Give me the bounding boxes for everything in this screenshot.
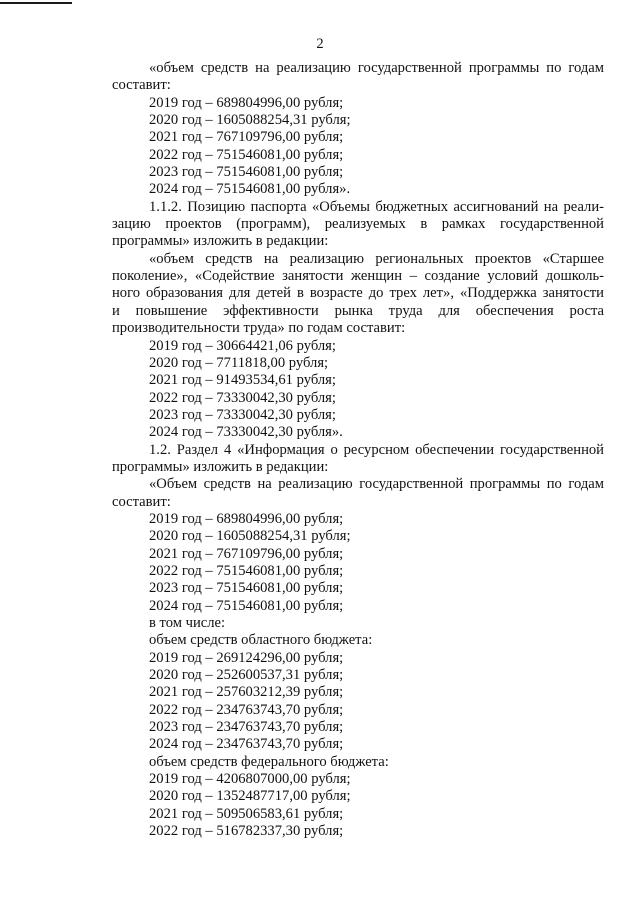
list-item: 2022 год – 73330042,30 рубля;	[149, 389, 336, 406]
paragraph-line: «Объем средств на реализацию государственной программы по годам	[149, 476, 604, 493]
list-item: 2019 год – 689804996,00 рубля;	[149, 510, 344, 527]
list-item: 2020 год – 7711818,00 рубля;	[149, 354, 329, 371]
list-item: 2021 год – 767109796,00 рубля;	[149, 545, 344, 562]
list-item: 2023 год – 751546081,00 рубля;	[149, 164, 344, 181]
list-item: 2021 год – 509506583,61 рубля;	[149, 805, 344, 822]
paragraph-line: ного образования для детей в возрасте до трех лет», «Поддержка занятости	[112, 285, 604, 302]
list-item: 2020 год – 1605088254,31 рубля;	[149, 112, 351, 129]
paragraph-line: поколение», «Содействие занятости женщин – создание условий дошколь-	[112, 268, 604, 285]
including-label: в том числе:	[149, 615, 226, 631]
paragraph-line: зацию проектов (программ), реализуемых в рамках государственной	[112, 216, 604, 233]
list-item: 2022 год – 751546081,00 рубля;	[149, 146, 344, 163]
paragraph-line: программы» изложить в редакции:	[112, 233, 329, 250]
paragraph-line: производительности труда» по годам составит:	[112, 320, 406, 337]
paragraph-line: 1.2. Раздел 4 «Информация о ресурсном обеспечении государственной	[149, 441, 604, 458]
document-body	[112, 60, 604, 840]
list-item: 2019 год – 269124296,00 рубля;	[149, 649, 344, 666]
paragraph-line: и повышение эффективности рынка труда для обеспечения роста	[112, 302, 604, 319]
list-item: 2021 год – 767109796,00 рубля;	[149, 129, 344, 146]
list-item: 2019 год – 30664421,06 рубля;	[149, 337, 336, 354]
paragraph-line: «объем средств на реализацию региональных проектов «Старшее	[149, 250, 604, 267]
list-item: 2024 год – 751546081,00 рубля».	[149, 181, 351, 198]
list-item: 2024 год – 751546081,00 рубля;	[149, 597, 344, 614]
list-item: 2024 год – 234763743,70 рубля;	[149, 736, 344, 753]
list-item: 2019 год – 689804996,00 рубля;	[149, 94, 344, 111]
scan-edge-mark	[28, 2, 72, 4]
list-item: 2021 год – 91493534,61 рубля;	[149, 372, 336, 389]
paragraph-line: составит:	[112, 77, 171, 94]
list-item: 2024 год – 73330042,30 рубля».	[149, 424, 343, 441]
federal-budget-heading: объем средств федерального бюджета:	[149, 753, 389, 770]
paragraph-line: 1.1.2. Позицию паспорта «Объемы бюджетных ассигнований на реали-	[149, 198, 604, 215]
list-item: 2020 год – 1605088254,31 рубля;	[149, 528, 351, 545]
list-item: 2023 год – 751546081,00 рубля;	[149, 580, 344, 597]
paragraph-line: «объем средств на реализацию государственной программы по годам	[149, 60, 604, 76]
list-item: 2022 год – 516782337,30 рубля;	[149, 823, 344, 840]
regional-budget-heading: объем средств областного бюджета:	[149, 632, 373, 649]
list-item: 2023 год – 73330042,30 рубля;	[149, 406, 336, 423]
list-item: 2022 год – 234763743,70 рубля;	[149, 701, 344, 718]
list-item: 2021 год – 257603212,39 рубля;	[149, 684, 344, 701]
list-item: 2020 год – 1352487717,00 рубля;	[149, 788, 351, 805]
list-item: 2019 год – 4206807000,00 рубля;	[149, 771, 351, 788]
paragraph-line: составит:	[112, 493, 171, 510]
list-item: 2020 год – 252600537,31 рубля;	[149, 667, 344, 684]
list-item: 2023 год – 234763743,70 рубля;	[149, 719, 344, 736]
list-item: 2022 год – 751546081,00 рубля;	[149, 562, 344, 579]
page-number: 2	[316, 36, 324, 52]
paragraph-line: программы» изложить в редакции:	[112, 458, 329, 475]
